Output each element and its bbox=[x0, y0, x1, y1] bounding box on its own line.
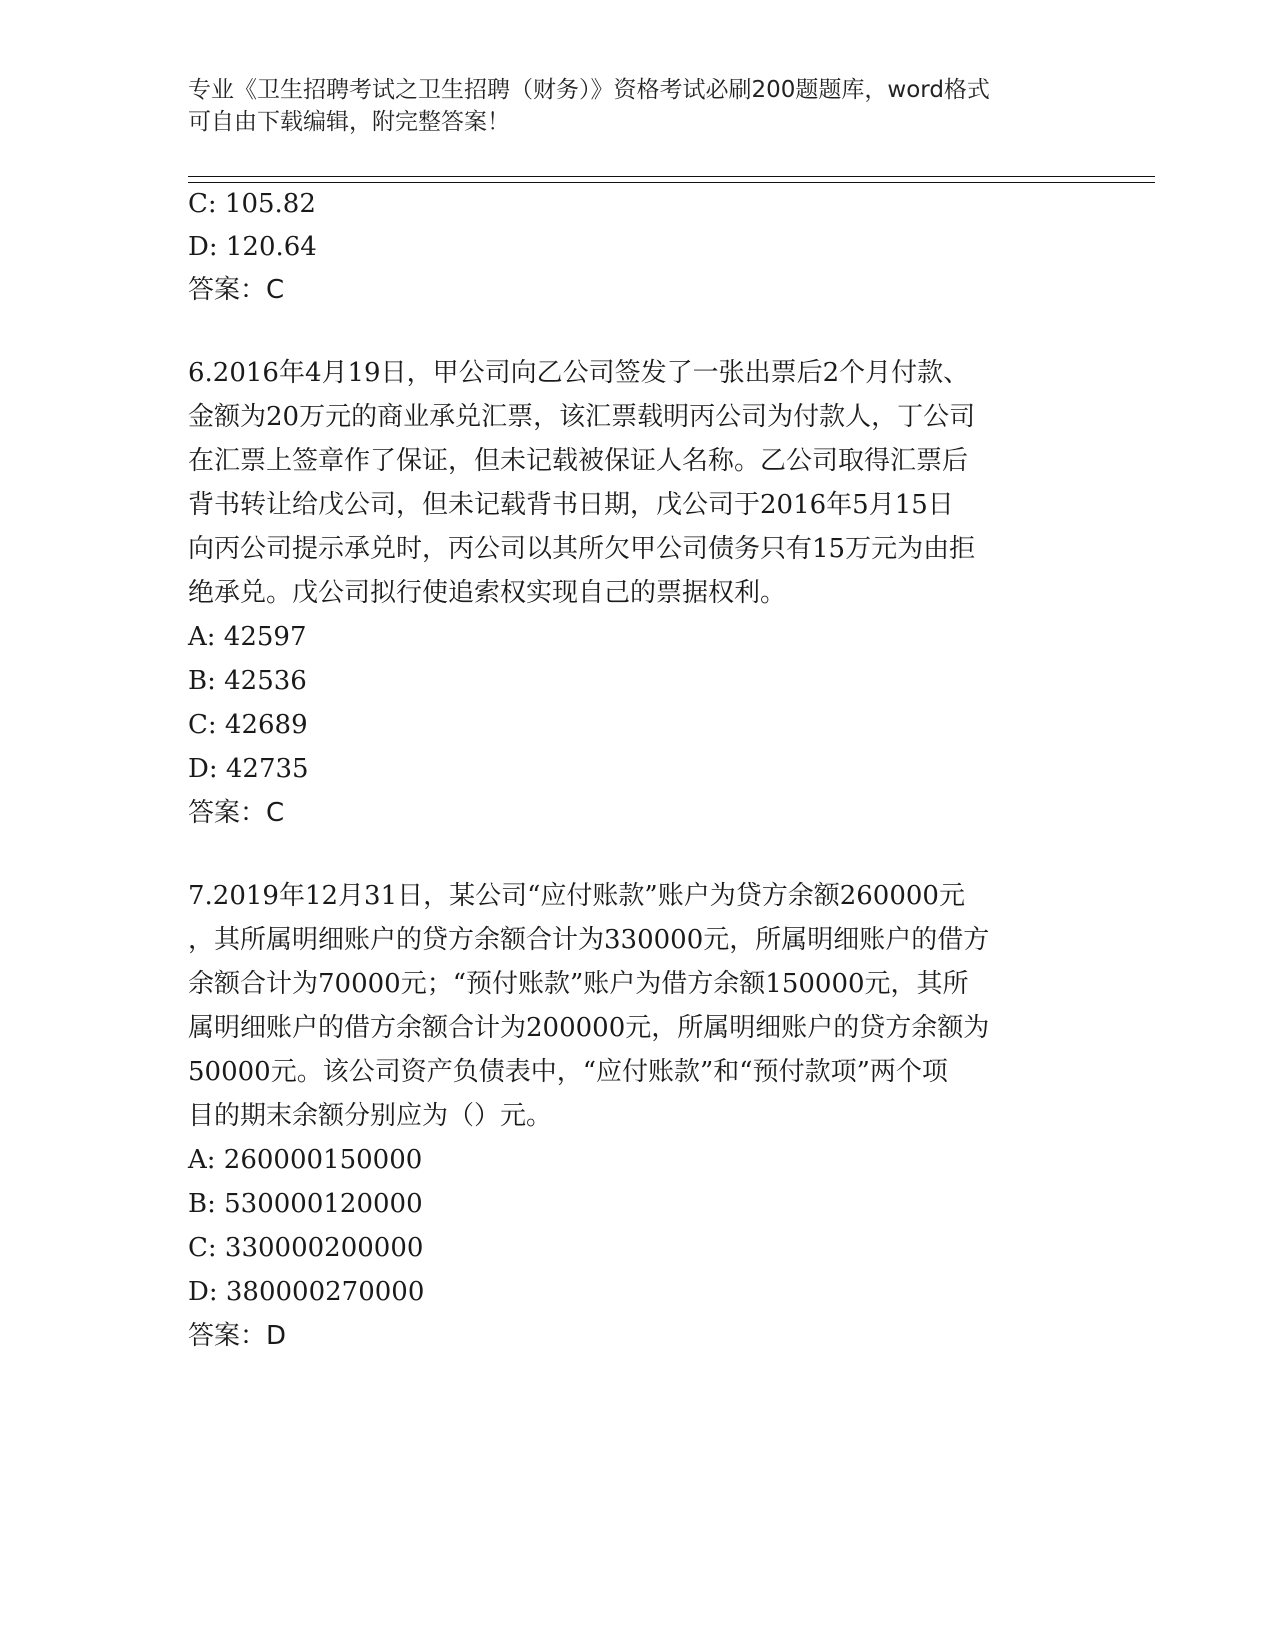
question-text-line: 在汇票上签章作了保证，但未记载被保证人名称。乙公司取得汇票后 bbox=[188, 446, 969, 476]
option-c: C: 105.82 bbox=[188, 189, 316, 219]
header-title-line-2: 可自由下载编辑，附完整答案！ bbox=[188, 109, 510, 135]
question-text-line: 余额合计为70000元；“预付账款”账户为借方余额150000元，其所 bbox=[188, 969, 969, 999]
option-a: A: 260000150000 bbox=[188, 1145, 423, 1175]
header-rule-bottom bbox=[188, 182, 1155, 183]
header-rule-top bbox=[188, 176, 1155, 177]
question-text-line: 6.2016年4月19日，甲公司向乙公司签发了一张出票后2个月付款、 bbox=[188, 358, 970, 388]
option-a: A: 42597 bbox=[188, 622, 307, 652]
question-text-line: 背书转让给戊公司，但未记载背书日期，戊公司于2016年5月15日 bbox=[188, 490, 954, 520]
answer-line: 答案：C bbox=[188, 275, 285, 305]
question-text-line: 向丙公司提示承兑时，丙公司以其所欠甲公司债务只有15万元为由拒 bbox=[188, 534, 976, 564]
header-title-line-1: 专业《卫生招聘考试之卫生招聘（财务）》资格考试必刷200题题库，word格式 bbox=[188, 77, 990, 103]
option-b: B: 530000120000 bbox=[188, 1189, 423, 1219]
answer-line: 答案：C bbox=[188, 798, 285, 828]
answer-line: 答案：D bbox=[188, 1321, 287, 1351]
option-c: C: 42689 bbox=[188, 710, 308, 740]
option-d: D: 120.64 bbox=[188, 232, 317, 262]
question-text-line: 目的期末余额分别应为（）元。 bbox=[188, 1101, 553, 1131]
question-text-line: ，其所属明细账户的贷方余额合计为330000元，所属明细账户的借方 bbox=[188, 925, 990, 955]
question-text-line: 金额为20万元的商业承兑汇票，该汇票载明丙公司为付款人，丁公司 bbox=[188, 402, 976, 432]
question-text-line: 属明细账户的借方余额合计为200000元，所属明细账户的贷方余额为 bbox=[188, 1013, 990, 1043]
question-text-line: 7.2019年12月31日，某公司“应付账款”账户为贷方余额260000元 bbox=[188, 881, 965, 911]
question-text-line: 绝承兑。戊公司拟行使追索权实现自己的票据权利。 bbox=[188, 578, 787, 608]
option-c: C: 330000200000 bbox=[188, 1233, 424, 1263]
question-text-line: 50000元。该公司资产负债表中，“应付账款”和“预付款项”两个项 bbox=[188, 1057, 948, 1087]
option-d: D: 42735 bbox=[188, 754, 309, 784]
option-d: D: 380000270000 bbox=[188, 1277, 425, 1307]
option-b: B: 42536 bbox=[188, 666, 307, 696]
document-header bbox=[188, 74, 1068, 138]
